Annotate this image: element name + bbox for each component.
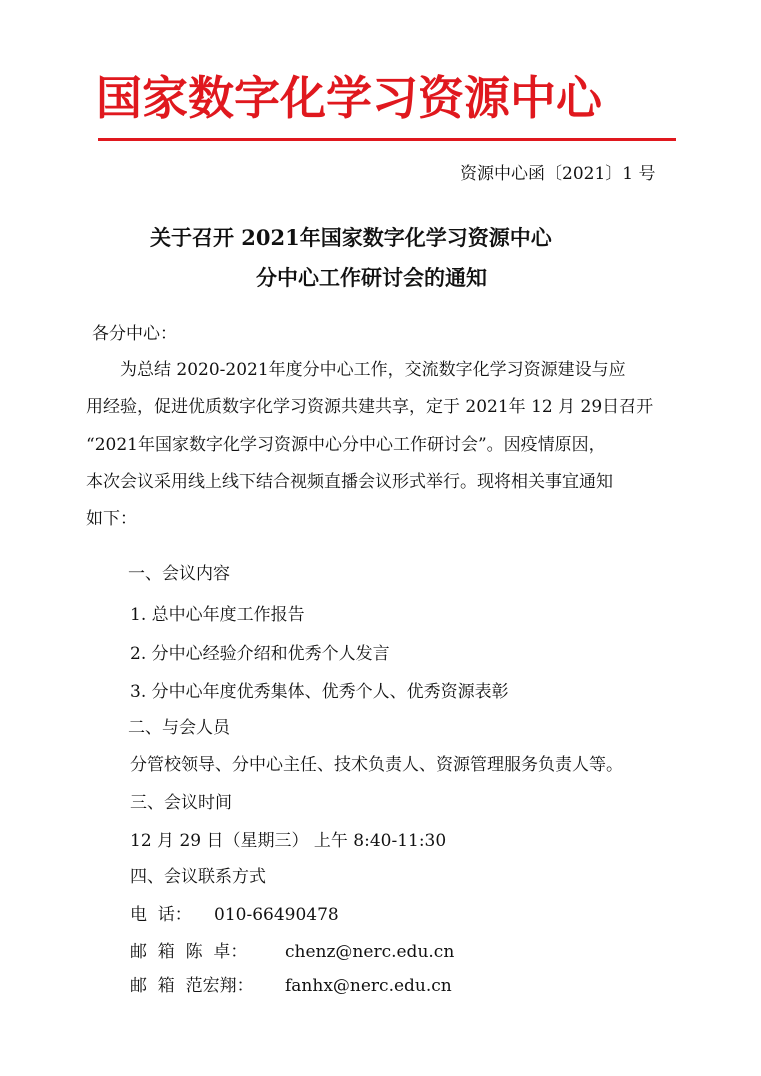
phone-label: 电 话： <box>130 905 192 925</box>
attendees-text: 分管校领导、分中心主任、技术负责人、资源管理服务负责人等。 <box>130 755 623 775</box>
salutation: 各分中心： <box>92 324 177 344</box>
email-label-chen: 邮 箱 陈 卓： <box>130 942 248 962</box>
notice-title-line-1: 关于召开 2021年国家数字化学习资源中心 <box>150 225 552 250</box>
phone-value: 010-66490478 <box>214 905 339 925</box>
org-title: 国家数字化学习资源中心 <box>96 71 602 125</box>
document-number: 资源中心函〔2021〕1 号 <box>460 164 656 184</box>
notice-title-line-2: 分中心工作研讨会的通知 <box>256 265 487 290</box>
section-heading-3: 三、会议时间 <box>130 793 232 813</box>
email-value-fan: fanhx@nerc.edu.cn <box>285 976 452 996</box>
section-heading-1: 一、会议内容 <box>128 564 230 584</box>
paragraph-line: 为总结 2020-2021年度分中心工作，交流数字化学习资源建设与应 <box>120 360 626 380</box>
list-item: 2. 分中心经验介绍和优秀个人发言 <box>130 644 390 664</box>
email-label-fan: 邮 箱 范宏翔： <box>130 976 254 996</box>
paragraph-line: 如下： <box>86 509 137 529</box>
list-item: 3. 分中心年度优秀集体、优秀个人、优秀资源表彰 <box>130 682 509 702</box>
red-divider <box>98 138 676 141</box>
paragraph-line: “2021年国家数字化学习资源中心分中心工作研讨会”。因疫情原因， <box>86 435 606 455</box>
section-heading-4: 四、会议联系方式 <box>130 867 266 887</box>
section-heading-2: 二、与会人员 <box>128 718 230 738</box>
meeting-time: 12 月 29 日（星期三） 上午 8:40-11:30 <box>130 831 447 851</box>
paragraph-line: 用经验，促进优质数字化学习资源共建共享，定于 2021年 12 月 29日召开 <box>86 397 654 417</box>
email-value-chen: chenz@nerc.edu.cn <box>285 942 455 962</box>
list-item: 1. 总中心年度工作报告 <box>130 605 305 625</box>
paragraph-line: 本次会议采用线上线下结合视频直播会议形式举行。现将相关事宜通知 <box>86 472 613 492</box>
